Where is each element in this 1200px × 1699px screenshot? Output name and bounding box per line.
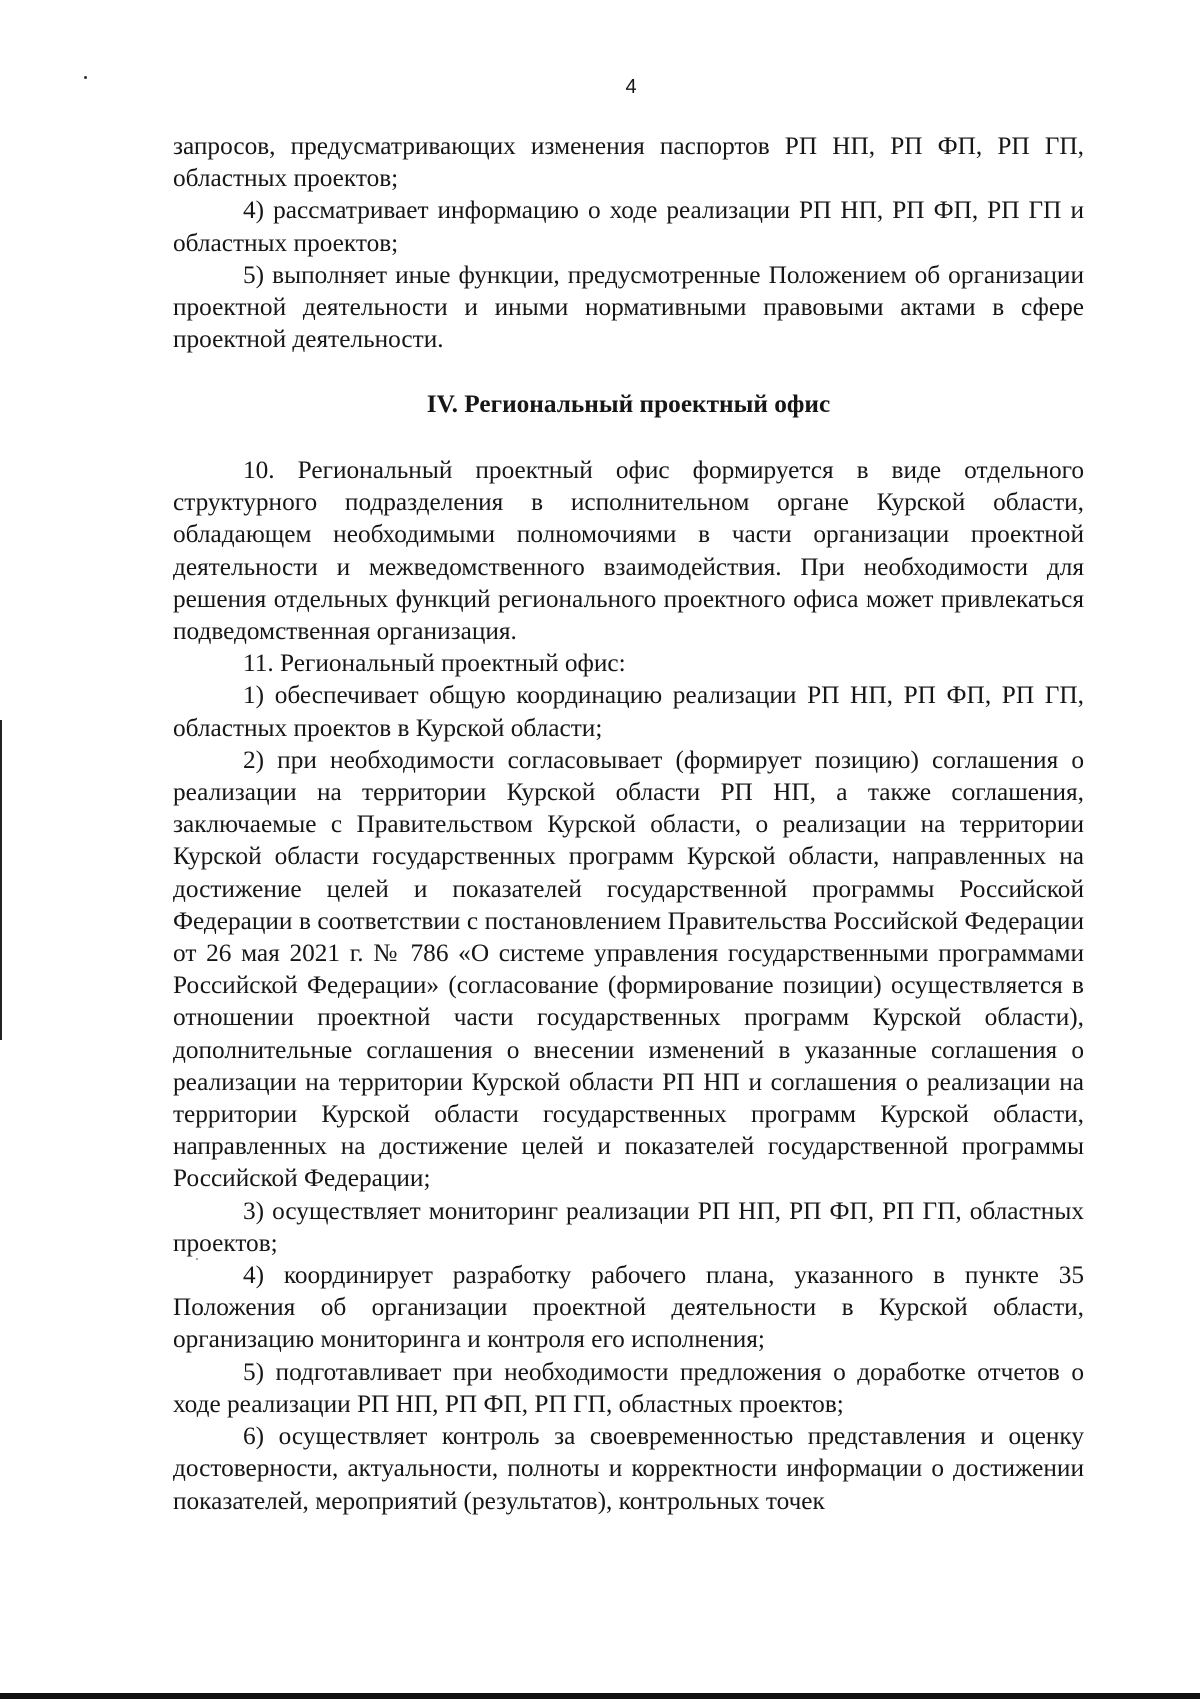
- paragraph-clause-11: 11. Региональный проектный офис:: [243, 649, 626, 678]
- scan-edge-bottom: [0, 1693, 1200, 1699]
- paragraph-item-5: 5) выполняет иные функции, предусмотренные Положением об организации проектной деятельности и иными нормативными правовыми актами в сфере проектной деятельности.: [173, 260, 1084, 354]
- paragraph-item-5: 5) подготавливает при необходимости предложения о доработке отчетов о ходе реализации РП НП, РП ФП, РП ГП, областных проектов;: [173, 1357, 1084, 1418]
- top-text-block: [173, 130, 1084, 355]
- page-number: 4: [625, 76, 637, 98]
- paragraph-item-1: 1) обеспечивает общую координацию реализации РП НП, РП ФП, РП ГП, областных проектов в Курской области;: [173, 681, 1084, 742]
- paragraph-item-4: 4) рассматривает информацию о ходе реализации РП НП, РП ФП, РП ГП и областных проектов;: [173, 196, 1084, 257]
- paragraph-clause-10: 10. Региональный проектный офис формируется в виде отдельного структурного подразделения в исполнительном органе Курской области, обладающем необходимыми полномочиями в части организации проектной деятельности и межведомственного взаимодействия. При необходимости для решения отдельных функций регионального проектного офиса может привлекаться подведомственная организация.: [173, 456, 1084, 646]
- paragraph-item-6: 6) осуществляет контроль за своевременностью представления и оценку достоверности, актуальности, полноты и корректности информации о достижении показателей, мероприятий (результатов), контрольных точек: [173, 1422, 1084, 1515]
- paragraph-continuation: запросов, предусматривающих изменения паспортов РП НП, РП ФП, РП ГП, областных проектов;: [173, 132, 1084, 193]
- paragraph-item-4: 4) координирует разработку рабочего плана, указанного в пункте 35 Положения об организации проектной деятельности в Курской области, организацию мониторинга и контроля его исполнения;: [173, 1261, 1084, 1354]
- scan-edge-left: [0, 720, 2, 1040]
- section-heading: IV. Региональный проектный офис: [426, 390, 831, 418]
- section-body: [173, 454, 1084, 1517]
- paragraph-item-2: 2) при необходимости согласовывает (формирует позицию) соглашения о реализации на территории Курской области РП НП, а также соглашения, заключаемые с Правительством Курской области, о реализации на территории Курской области государственных программ Курской области, направленных на достижение целей и показателей государственной программы Российской Федерации в соответствии с постановлением Правительства Российской Федерации от 26 мая 2021 г. № 786 «О системе управления государственными программами Российской Федерации» (согласование (формирование позиции) осуществляется в отношении проектной части государственных программ Курской области), дополнительные соглашения о внесении изменений в указанные соглашения о реализации на территории Курской области РП НП и соглашения о реализации на территории Курской области государственных программ Курской области, направленных на достижение целей и показателей государственной программы Российской Федерации;: [173, 745, 1084, 1193]
- paragraph-item-3: 3) осуществляет мониторинг реализации РП НП, РП ФП, РП ГП, областных проектов;: [173, 1196, 1084, 1257]
